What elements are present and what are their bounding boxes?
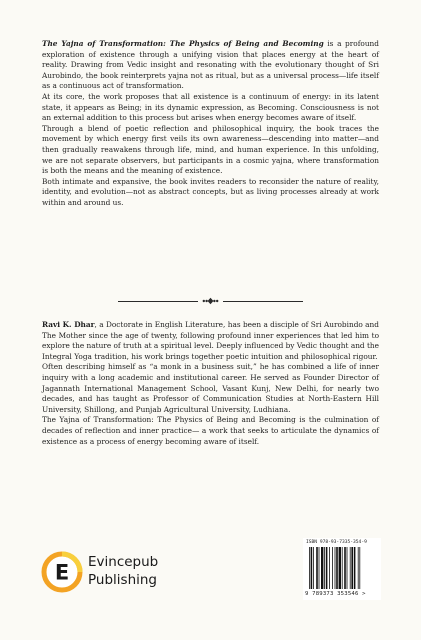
publisher-logo-icon — [40, 548, 88, 596]
bio-paragraph-2: Often describing himself as “a monk in a business suit,” he has combined a life of inner inquiry with a long academic and institutional career. He served as Founder Director of Jagannath International Management School, Vasant Kunj, New Delhi, for nearly two decades, and has taught as Professor of Communication Studies at North-Eastern Hill University, Shillong, and Punjab Agricultural University, Ludhiana. — [42, 362, 379, 414]
barcode-bars — [309, 547, 377, 589]
synopsis-paragraph-1-text: is a profound exploration of existence through a unifying vision that places energy at the heart of reality. Drawing from Vedic insight and resonating with the evolutionary thought of Sri Aurobindo, the book reinterprets yajna not as ritual, but as a universal process—life itself as a continuous act of transformation. — [42, 39, 379, 91]
isbn-label: ISBN 978-93-7335-354-9 — [306, 540, 367, 545]
book-synopsis — [42, 39, 379, 209]
publisher-subtitle: Publishing — [88, 572, 157, 588]
synopsis-paragraph-1 — [42, 39, 379, 92]
book-title-inline: The Yajna of Transformation: The Physics of Being and Becoming — [42, 39, 324, 48]
barcode-digits: 9 789373 353546 > — [305, 591, 366, 597]
bio-paragraph-1-text: , a Doctorate in English Literature, has been a disciple of Sri Aurobindo and The Mother since the age of twenty, following profound inner experiences that led him to explore the nature of truth at a spiritual level. Deeply influenced by Vedic thought and the Integral Yoga tradition, his work brings together poetic intuition and philosophical rigour. — [42, 320, 379, 361]
publisher-name: Evincepub — [88, 554, 159, 570]
ornament-divider — [118, 297, 303, 305]
author-biography — [42, 320, 379, 447]
synopsis-paragraph-2: At its core, the work proposes that all existence is a continuum of energy: in its latent state, it appears as Being; in its dynamic expression, as Becoming. Consciousness is not an external addition to this process but arises when energy becomes aware of itself. — [42, 91, 379, 123]
bio-paragraph-1 — [42, 320, 379, 362]
publisher-logo — [40, 548, 160, 598]
isbn-barcode — [303, 538, 381, 600]
divider-line-right — [223, 301, 303, 302]
author-name: Ravi K. Dhar — [42, 320, 95, 329]
ornament-divider-icon — [202, 297, 219, 305]
publisher-logo-letter: E — [54, 560, 70, 585]
divider-line-left — [118, 301, 198, 302]
synopsis-paragraph-3: Through a blend of poetic reflection and philosophical inquiry, the book traces the movement by which energy first veils its own awareness—descending into matter—and then gradually reawakens through life, mind, and human experience. In this unfolding, we are not separate observers, but participants in a cosmic yajna, where transformation is both the means and the meaning of existence. — [42, 123, 379, 176]
bio-paragraph-3: The Yajna of Transformation: The Physics of Being and Becoming is the culmination of decades of reflection and inner practice— a work that seeks to articulate the dynamics of existence as a process of energy becoming aware of itself. — [42, 415, 379, 446]
synopsis-paragraph-4: Both intimate and expansive, the book invites readers to reconsider the nature of reality, identity, and evolution—not as abstract concepts, but as living processes already at work within and around us. — [42, 176, 379, 207]
